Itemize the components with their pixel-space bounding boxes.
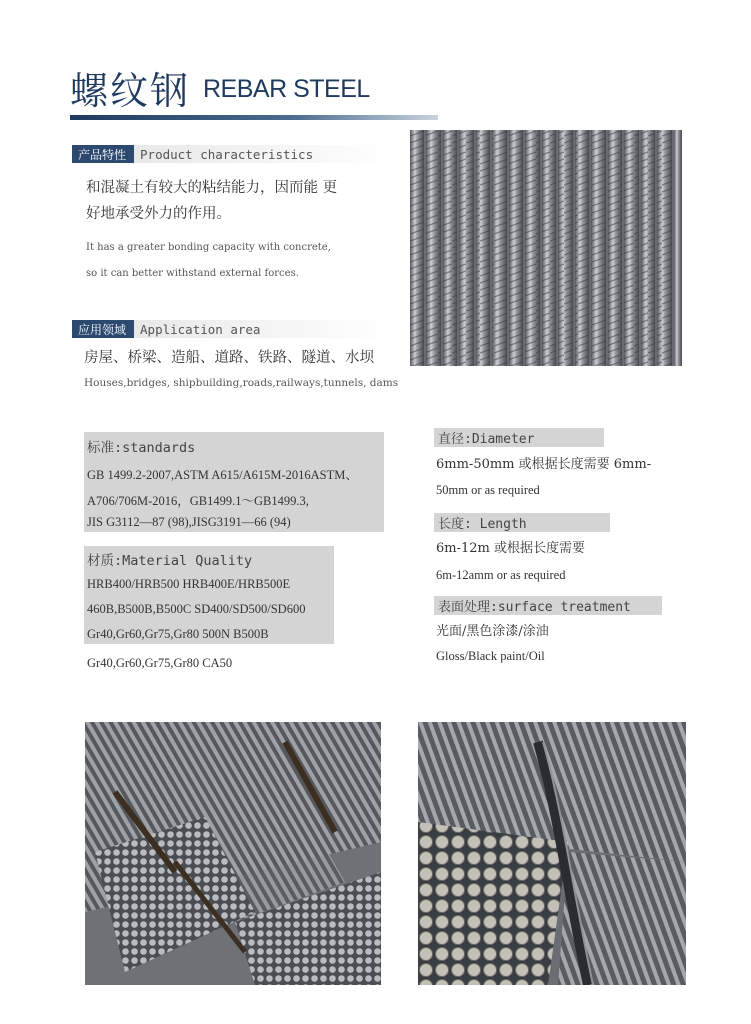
material-line-2: 460B,B500B,B500C SD400/SD500/SD600 [87,602,306,616]
surface-heading: 表面处理:surface treatment [434,596,662,615]
standards-line-1: GB 1499.2-2007,ASTM A615/A615M-2016ASTM、 [87,468,358,482]
length-text-en: 6m-12amm or as required [436,568,566,582]
material-line-4: Gr40,Gr60,Gr75,Gr80 CA50 [87,656,233,670]
characteristics-text-cn-1: 和混凝土有较大的粘结能力，因而能 更 [86,180,338,196]
rebar-photo-vertical [410,130,682,366]
characteristics-text-en-2: so it can better withstand external forces. [86,268,299,279]
application-text-en: Houses,bridges, shipbuilding,roads,railways,tunnels, dams [84,377,399,389]
length-heading: 长度: Length [434,513,610,532]
diameter-text-cn: 6mm-50mm 或根据长度需要 6mm- [436,457,652,472]
characteristics-text-cn-2: 好地承受外力的作用。 [86,206,231,222]
characteristics-text-en-1: It has a greater bonding capacity with concrete, [86,242,331,253]
length-text-cn: 6m-12m 或根据长度需要 [436,541,585,556]
application-label-cn: 应用领域 [72,320,134,338]
characteristics-label-en: Product characteristics [134,145,392,163]
application-label-en: Application area [134,320,392,338]
rebar-photo-bundles [85,722,381,985]
page-title-cn: 螺纹钢 [70,69,191,113]
material-line-1: HRB400/HRB500 HRB400E/HRB500E [87,577,291,591]
standards-line-3: JIS G3112—87 (98),JISG3191—66 (94) [87,515,291,529]
application-text-cn: 房屋、桥梁、造船、道路、铁路、隧道、水坝 [84,350,374,366]
standards-line-2: A706/706M-2016，GB1499.1～GB1499.3, [87,494,309,508]
characteristics-label-cn: 产品特性 [72,145,134,163]
surface-text-en: Gloss/Black paint/Oil [436,649,545,663]
material-heading: 材质:Material Quality [87,553,253,569]
diameter-heading: 直径:Diameter [434,428,604,447]
page-title-en: REBAR STEEL [203,75,370,103]
application-label [72,320,392,338]
diameter-text-en: 50mm or as required [436,483,540,497]
material-line-3: Gr40,Gr60,Gr75,Gr80 500N B500B [87,627,269,641]
rebar-photo-ends [418,722,686,985]
characteristics-label [72,145,392,163]
standards-heading: 标准:standards [87,440,196,456]
surface-text-cn: 光面/黑色涂漆/涂油 [436,624,549,639]
title-underline [70,115,438,120]
